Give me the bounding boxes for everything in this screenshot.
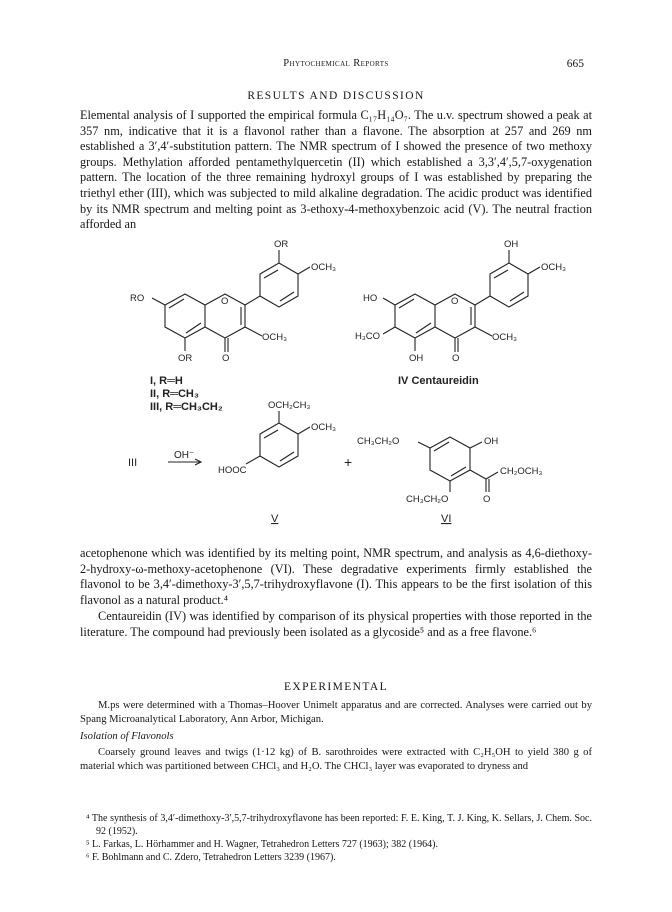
results-title: RESULTS AND DISCUSSION <box>247 90 425 102</box>
experimental-title: EXPERIMENTAL <box>283 681 389 693</box>
right-carbonyl-o: O <box>452 353 460 364</box>
results-paragraph-1: Elemental analysis of I supported the empirical formula C₁₇H₁₄O₇. The u.v. spectrum showed a peak at 357 nm, indicative that it is a flavonol rather than a flavone. The absorption at 257 and 269 nm established a 3′,4′-substitution pattern. The NMR spectrum of I showed the presence of two methoxy groups. Methylation afforded pentamethylquercetin (II) which established a 3,3′,4′,5,7-oxygenation pattern. The location of the three remaining hydroxyl groups of I was established by preparing the triethyl ether (III), which was subjected to mild alkaline degradation. The acidic product was identified by its NMR spectrum and melting point as 3-ethoxy-4-methoxybenzoic acid (V). The neutral fraction afforded an <box>80 108 592 232</box>
results-paragraph-2: acetophenone which was identified by its melting point, NMR spectrum, and analysis as 4,6-diethoxy-2-hydroxy-ω-methoxy-acetophenone (VI). These degradative experiments firmly established the flavonol to be 3,4′-dimethoxy-3′,5,7-trihydroxyflavone (I). This appears to be the first isolation of this flavonol as a natural product.⁴ <box>80 546 592 607</box>
right-sub-ho: HO <box>363 293 378 304</box>
label-compound-v: V <box>271 513 279 525</box>
footnote-6: ⁶ F. Bohlmann and C. Zdero, Tetrahedron Letters 3239 (1967). <box>86 852 336 863</box>
left-sub-or5: OR <box>178 353 193 364</box>
right-ring-c <box>435 294 492 352</box>
label-compound-i: I, R═H <box>150 375 183 387</box>
experimental-intro: M.ps were determined with a Thomas–Hoover Unimelt apparatus and are corrected. Analyses were carried out by Spang Microanalytical Laboratory, Ann Arbor, Michigan. <box>80 700 592 725</box>
reactant-label: III <box>128 457 138 469</box>
left-carbonyl-o: O <box>222 353 230 364</box>
vi-sub-bottom: CH₃CH₂O <box>406 494 449 505</box>
label-compound-iii: III, R═CH₃CH₂ <box>150 401 223 413</box>
left-sub-och3-3: OCH₃ <box>262 332 287 343</box>
plus-sign: + <box>344 454 353 470</box>
label-compound-ii: II, R═CH₃ <box>150 388 199 400</box>
right-ring-oxygen: O <box>451 296 459 307</box>
reagent-label: OH⁻ <box>174 450 195 461</box>
left-ring-oxygen: O <box>221 296 229 307</box>
left-sub-top: OR <box>274 239 289 250</box>
right-sub-oh5: OH <box>409 353 424 364</box>
left-ring-a <box>165 294 205 338</box>
left-ring-c <box>205 294 262 352</box>
compound-v-ring <box>246 411 310 467</box>
vi-carbonyl-o: O <box>483 494 491 505</box>
results-paragraph-3: Centaureidin (IV) was identified by comparison of its physical properties with those reported in the literature. The compound had previously been isolated as a glycoside⁵ and as a free flavone.⁶ <box>80 609 592 639</box>
v-sub-top: OCH₂CH₃ <box>268 400 311 411</box>
isolation-subheading: Isolation of Flavonols <box>80 731 174 742</box>
footnotes <box>80 812 592 864</box>
page-number: 665 <box>566 58 584 70</box>
right-sub-top: OH <box>504 239 519 250</box>
v-sub-och3: OCH₃ <box>311 422 336 433</box>
footnote-5: ⁵ L. Farkas, L. Hörhammer and H. Wagner, Tetrahedron Letters 727 (1963); 382 (1964). <box>86 839 438 850</box>
right-sub-och3: OCH₃ <box>541 262 566 273</box>
right-ring-a <box>383 294 435 351</box>
right-sub-och3-3: OCH₃ <box>492 332 517 343</box>
right-sub-h3co: H₃CO <box>355 331 380 342</box>
right-ring-b <box>475 250 540 307</box>
vi-sub-oh: OH <box>484 436 499 447</box>
vi-sub-left: CH₃CH₂O <box>357 436 400 447</box>
label-compound-vi: VI <box>441 513 452 525</box>
left-sub-och3: OCH₃ <box>311 262 336 273</box>
v-sub-acid: HOOC <box>218 465 247 476</box>
vi-sub-side: CH₂OCH₃ <box>500 466 543 477</box>
label-centaureidin: IV Centaureidin <box>398 375 479 387</box>
running-head: Phytochemical Reports <box>283 58 389 69</box>
footnote-4: ⁴ The synthesis of 3,4′-dimethoxy-3′,5,7-trihydroxyflavone has been reported: F. E. King, T. J. King, K. Sellars, J. Chem. Soc. 92 (1952). <box>86 813 592 837</box>
isolation-paragraph: Coarsely ground leaves and twigs (1·12 kg) of B. sarothroides were extracted with C₂H₅OH to yield 380 g of material which was partitioned between CHCl₃ and H₂O. The CHCl₃ layer was evaporated to dryness and <box>80 747 592 772</box>
left-sub-ro: RO <box>130 293 145 304</box>
